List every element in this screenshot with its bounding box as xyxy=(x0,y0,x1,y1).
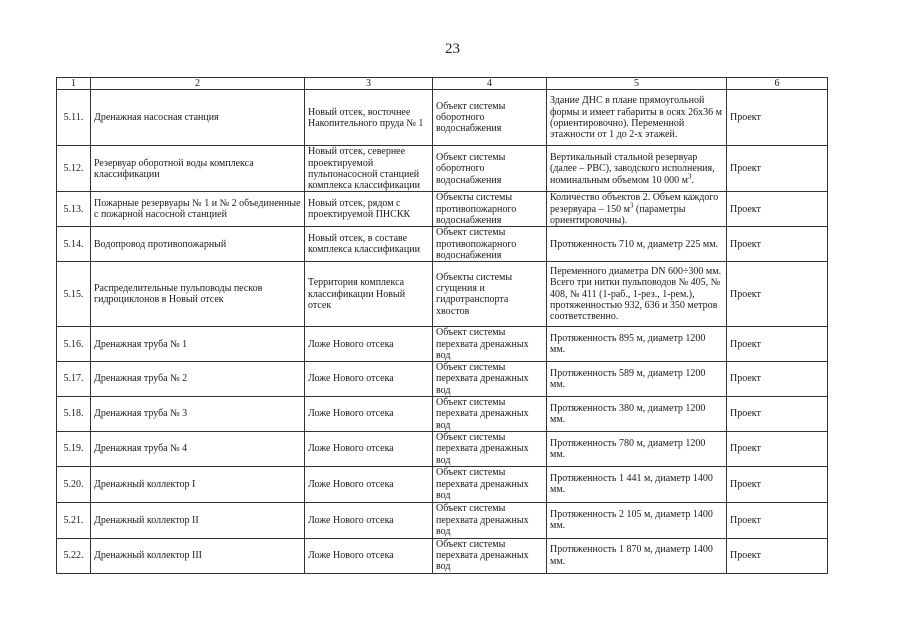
row-number-text: 5.20. xyxy=(63,478,84,490)
object-characteristics xyxy=(547,227,727,262)
object-name xyxy=(91,466,305,502)
row-number xyxy=(57,466,91,502)
object-status-text: Проект xyxy=(730,514,761,526)
table-row xyxy=(57,192,828,227)
object-name-text: Дренажная насосная станция xyxy=(94,112,219,124)
object-location-text: Ложе Нового отсека xyxy=(308,338,394,350)
object-name xyxy=(91,146,305,192)
object-characteristics xyxy=(547,466,727,502)
object-system xyxy=(433,538,547,573)
object-status-text: Проект xyxy=(730,112,761,124)
object-location xyxy=(305,397,433,432)
object-status-text: Проект xyxy=(730,443,761,455)
unit-superscript: 3 xyxy=(629,201,634,210)
row-number xyxy=(57,502,91,538)
object-characteristics xyxy=(547,192,727,227)
object-system xyxy=(433,192,547,227)
object-system xyxy=(433,227,547,262)
row-number xyxy=(57,192,91,227)
characteristics-tail: (параметры ориентировочны). xyxy=(550,203,686,227)
object-name xyxy=(91,192,305,227)
object-system-text: Объекты системы противопожарного водоснабжения xyxy=(436,192,517,227)
object-status-text: Проект xyxy=(730,203,761,215)
object-location xyxy=(305,362,433,397)
row-number xyxy=(57,327,91,362)
object-location-text: Ложе Нового отсека xyxy=(308,514,394,526)
object-name xyxy=(91,431,305,466)
object-name xyxy=(91,397,305,432)
object-location-text: Новый отсек, восточнее Накопительного пруда № 1 xyxy=(308,106,424,129)
object-name xyxy=(91,502,305,538)
object-location xyxy=(305,262,433,327)
object-characteristics-text: Протяженность 710 м, диаметр 225 мм. xyxy=(550,238,719,250)
object-characteristics-text: Количество объектов 2. Объем каждого резервуара – 150 м xyxy=(550,192,719,215)
object-characteristics-text: Протяженность 1 870 м, диаметр 1400 мм. xyxy=(550,544,713,567)
object-location xyxy=(305,146,433,192)
object-characteristics xyxy=(547,397,727,432)
object-status-text: Проект xyxy=(730,288,761,300)
header-col-2: 2 xyxy=(91,78,305,90)
object-system-text: Объекты системы сгущения и гидротранспорта хвостов xyxy=(436,271,513,317)
table-row xyxy=(57,466,828,502)
object-name-text: Дренажный коллектор II xyxy=(94,514,199,526)
object-system-text: Объект системы перехвата дренажных вод xyxy=(436,538,529,573)
table-row xyxy=(57,502,828,538)
object-location-text: Новый отсек, в составе комплекса классификации xyxy=(308,233,420,256)
object-location xyxy=(305,466,433,502)
object-name xyxy=(91,362,305,397)
object-location xyxy=(305,192,433,227)
object-status xyxy=(727,362,828,397)
table-row xyxy=(57,431,828,466)
row-number xyxy=(57,431,91,466)
object-status xyxy=(727,262,828,327)
object-location xyxy=(305,502,433,538)
object-name-text: Дренажная труба № 3 xyxy=(94,408,188,420)
table-row xyxy=(57,362,828,397)
object-location-text: Территория комплекса классификации Новый отсек xyxy=(308,277,406,311)
object-characteristics xyxy=(547,538,727,573)
object-name xyxy=(91,262,305,327)
object-system-text: Объект системы перехвата дренажных вод xyxy=(436,431,529,466)
object-characteristics-text: Протяженность 380 м, диаметр 1200 мм. xyxy=(550,402,706,425)
object-characteristics xyxy=(547,146,727,192)
object-status xyxy=(727,227,828,262)
row-number-text: 5.18. xyxy=(63,408,84,420)
characteristics-tail: . xyxy=(691,174,694,186)
object-location xyxy=(305,327,433,362)
object-characteristics xyxy=(547,431,727,466)
object-name-text: Водопровод противопожарный xyxy=(94,238,227,250)
row-number-text: 5.13. xyxy=(63,203,84,215)
object-name xyxy=(91,327,305,362)
object-characteristics-text: Протяженность 2 105 м, диаметр 1400 мм. xyxy=(550,509,713,532)
object-system xyxy=(433,90,547,146)
object-location xyxy=(305,227,433,262)
object-name-text: Распределительные пульповоды песков гидроциклонов в Новый отсек xyxy=(94,282,263,306)
object-characteristics-text: Протяженность 780 м, диаметр 1200 мм. xyxy=(550,437,706,460)
object-system-text: Объект системы перехвата дренажных вод xyxy=(436,362,529,396)
object-name-text: Дренажный коллектор I xyxy=(94,478,196,490)
object-characteristics xyxy=(547,327,727,362)
row-number-text: 5.21. xyxy=(63,514,84,526)
object-status-text: Проект xyxy=(730,238,761,250)
table-row xyxy=(57,327,828,362)
row-number xyxy=(57,397,91,432)
object-status-text: Проект xyxy=(730,338,761,350)
object-location-text: Ложе Нового отсека xyxy=(308,478,394,490)
row-number xyxy=(57,262,91,327)
object-system xyxy=(433,327,547,362)
object-system-text: Объект системы перехвата дренажных вод xyxy=(436,397,529,431)
object-system xyxy=(433,146,547,192)
row-number-text: 5.15. xyxy=(63,288,84,300)
row-number-text: 5.14. xyxy=(63,238,84,250)
object-system-text: Объект системы перехвата дренажных вод xyxy=(436,327,529,361)
row-number-text: 5.11. xyxy=(63,112,84,124)
page-number: 23 xyxy=(445,41,460,57)
object-characteristics-text: Протяженность 589 м, диаметр 1200 мм. xyxy=(550,367,706,391)
object-status xyxy=(727,146,828,192)
row-number-text: 5.22. xyxy=(63,550,84,562)
object-characteristics-text: Вертикальный стальной резервуар (далее – РВС), заводского исполнения, номинальным объемом 10 000 м xyxy=(550,151,715,186)
table-row xyxy=(57,397,828,432)
table-row xyxy=(57,227,828,262)
object-system xyxy=(433,362,547,397)
object-status-text: Проект xyxy=(730,163,761,175)
row-number xyxy=(57,538,91,573)
header-col-6: 6 xyxy=(727,78,828,90)
object-system-text: Объект системы оборотного водоснабжения xyxy=(436,151,506,186)
object-name xyxy=(91,538,305,573)
object-location-text: Ложе Нового отсека xyxy=(308,443,394,455)
row-number xyxy=(57,227,91,262)
object-status xyxy=(727,538,828,573)
object-characteristics-text: Здание ДНС в плане прямоугольной формы и имеет габариты в осях 26х36 м (ориентировочно). Переменной этажности от 1 до 2-х этажей. xyxy=(550,95,722,141)
object-status-text: Проект xyxy=(730,373,761,385)
object-location-text: Ложе Нового отсека xyxy=(308,373,394,385)
object-location-text: Новый отсек, севернее проектируемой пульпонасосной станцией комплекса классификации xyxy=(308,146,420,192)
object-characteristics-text: Протяженность 1 441 м, диаметр 1400 мм. xyxy=(550,473,713,496)
header-col-5: 5 xyxy=(547,78,727,90)
object-status xyxy=(727,90,828,146)
row-number xyxy=(57,146,91,192)
object-system xyxy=(433,262,547,327)
object-status-text: Проект xyxy=(730,478,761,490)
object-name xyxy=(91,227,305,262)
object-location-text: Ложе Нового отсека xyxy=(308,550,394,562)
object-status xyxy=(727,502,828,538)
object-location xyxy=(305,90,433,146)
object-location-text: Ложе Нового отсека xyxy=(308,408,394,420)
object-characteristics xyxy=(547,262,727,327)
object-characteristics xyxy=(547,362,727,397)
header-row xyxy=(57,78,828,90)
object-name xyxy=(91,90,305,146)
table-row xyxy=(57,538,828,573)
object-characteristics-text: Переменного диаметра DN 600÷300 мм. Всего три нитки пульповодов № 405, № 408, № 411 (1-раб., 1-рез., 1-рем.), протяженностью 932, 636 и 350 метров соответственно. xyxy=(550,266,722,323)
row-number-text: 5.12. xyxy=(63,163,84,175)
object-characteristics xyxy=(547,90,727,146)
object-name-text: Дренажная труба № 4 xyxy=(94,443,188,455)
object-status xyxy=(727,192,828,227)
row-number xyxy=(57,90,91,146)
object-system xyxy=(433,431,547,466)
header-col-4: 4 xyxy=(433,78,547,90)
object-characteristics xyxy=(547,502,727,538)
object-status xyxy=(727,397,828,432)
object-system-text: Объект системы перехвата дренажных вод xyxy=(436,503,529,537)
object-status-text: Проект xyxy=(730,550,761,562)
objects-table xyxy=(56,77,828,574)
object-system-text: Объект системы противопожарного водоснабжения xyxy=(436,227,517,261)
object-name-text: Дренажная труба № 1 xyxy=(94,338,188,350)
row-number-text: 5.19. xyxy=(63,443,84,455)
object-location xyxy=(305,538,433,573)
table-row xyxy=(57,90,828,146)
row-number xyxy=(57,362,91,397)
table-row xyxy=(57,146,828,192)
object-status-text: Проект xyxy=(730,408,761,420)
row-number-text: 5.16. xyxy=(63,338,84,350)
object-name-text: Пожарные резервуары № 1 и № 2 объединенные с пожарной насосной станцией xyxy=(94,198,301,221)
header-col-1: 1 xyxy=(57,78,91,90)
table-row xyxy=(57,262,828,327)
object-name-text: Резервуар оборотной воды комплекса классификации xyxy=(94,157,254,180)
object-system-text: Объект системы оборотного водоснабжения xyxy=(436,100,506,135)
object-location xyxy=(305,431,433,466)
object-characteristics-text: Протяженность 895 м, диаметр 1200 мм. xyxy=(550,332,706,356)
row-number-text: 5.17. xyxy=(63,373,84,385)
unit-superscript: 3 xyxy=(687,172,692,181)
object-system xyxy=(433,397,547,432)
object-system xyxy=(433,466,547,502)
object-name-text: Дренажная труба № 2 xyxy=(94,373,188,385)
object-location-text: Новый отсек, рядом с проектируемой ПНСКК xyxy=(308,198,411,221)
object-status xyxy=(727,466,828,502)
object-status xyxy=(727,327,828,362)
header-col-3: 3 xyxy=(305,78,433,90)
object-system-text: Объект системы перехвата дренажных вод xyxy=(436,467,529,501)
object-name-text: Дренажный коллектор III xyxy=(94,550,202,562)
object-status xyxy=(727,431,828,466)
object-system xyxy=(433,502,547,538)
